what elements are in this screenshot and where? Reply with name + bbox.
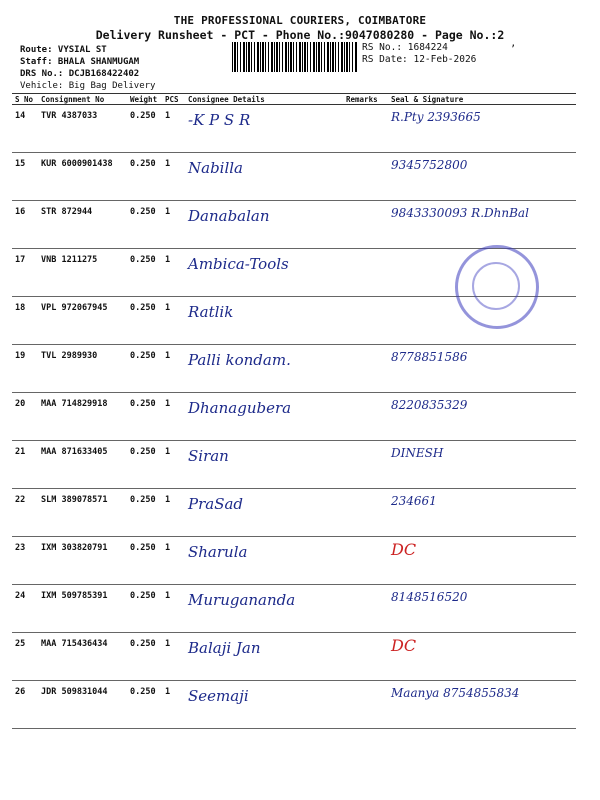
row-sno: 16: [12, 201, 38, 249]
row-remarks: [343, 441, 388, 489]
runsheet-subtitle: Delivery Runsheet - PCT - Phone No.:9047080280 - Page No.:2: [95, 28, 505, 42]
row-pcs: 1: [162, 153, 185, 201]
row-sno: 15: [12, 153, 38, 201]
row-consignee: Siran: [185, 441, 343, 489]
row-signature: R.Pty 2393665: [388, 105, 576, 153]
row-signature: 9345752800: [388, 153, 576, 201]
row-consignee: Ambica-Tools: [185, 249, 343, 297]
row-consignee: Ratlik: [185, 297, 343, 345]
seal-stamp-inner: [472, 262, 520, 310]
row-weight: 0.250: [127, 489, 162, 537]
row-pcs: 1: [162, 249, 185, 297]
row-remarks: [343, 249, 388, 297]
row-consignee: Seemaji: [185, 681, 343, 729]
row-weight: 0.250: [127, 153, 162, 201]
drs-label: DRS No.: DCJB168422402: [20, 69, 140, 79]
row-weight: 0.250: [127, 393, 162, 441]
col-signature: Seal & Signature: [388, 94, 576, 105]
table-row: [12, 537, 576, 585]
row-remarks: [343, 633, 388, 681]
row-sno: 20: [12, 393, 38, 441]
col-consignee: Consignee Details: [185, 94, 343, 105]
row-consignment-no: TVR 4387033: [38, 105, 127, 153]
rs-date: RS Date: 12-Feb-2026: [362, 54, 477, 65]
row-sno: 23: [12, 537, 38, 585]
row-consignee: Sharula: [185, 537, 343, 585]
row-pcs: 1: [162, 537, 185, 585]
row-signature: 234661: [388, 489, 576, 537]
row-signature: 9843330093 R.DhnBal: [388, 201, 576, 249]
row-remarks: [343, 345, 388, 393]
row-sno: 14: [12, 105, 38, 153]
row-remarks: [343, 297, 388, 345]
table-row: [12, 153, 576, 201]
staff-label: Staff: BHALA SHANMUGAM: [20, 57, 140, 67]
tick-mark: ’: [510, 44, 517, 55]
row-weight: 0.250: [127, 345, 162, 393]
vehicle-label: Vehicle: Big Bag Delivery: [20, 81, 156, 91]
row-signature: DC: [388, 537, 576, 585]
table-row: [12, 105, 576, 153]
row-weight: 0.250: [127, 201, 162, 249]
row-consignment-no: SLM 389078571: [38, 489, 127, 537]
row-pcs: 1: [162, 441, 185, 489]
route-label: Route: VYSIAL ST: [20, 45, 107, 55]
row-pcs: 1: [162, 681, 185, 729]
row-weight: 0.250: [127, 105, 162, 153]
table-row: [12, 441, 576, 489]
row-weight: 0.250: [127, 297, 162, 345]
row-consignment-no: KUR 6000901438: [38, 153, 127, 201]
row-remarks: [343, 489, 388, 537]
row-sno: 24: [12, 585, 38, 633]
row-pcs: 1: [162, 105, 185, 153]
row-weight: 0.250: [127, 537, 162, 585]
row-weight: 0.250: [127, 633, 162, 681]
row-consignee: Balaji Jan: [185, 633, 343, 681]
table-row: [12, 345, 576, 393]
row-remarks: [343, 393, 388, 441]
row-consignee: Danabalan: [185, 201, 343, 249]
row-sno: 21: [12, 441, 38, 489]
row-pcs: 1: [162, 489, 185, 537]
row-consignment-no: JDR 509831044: [38, 681, 127, 729]
row-signature: 8148516520: [388, 585, 576, 633]
row-consignment-no: MAA 714829918: [38, 393, 127, 441]
row-consignee: -K P S R: [185, 105, 343, 153]
row-consignment-no: STR 872944: [38, 201, 127, 249]
row-weight: 0.250: [127, 249, 162, 297]
row-consignee: Dhanagubera: [185, 393, 343, 441]
table-row: [12, 201, 576, 249]
table-header-row: [12, 94, 576, 105]
barcode: [232, 42, 358, 72]
row-consignment-no: MAA 715436434: [38, 633, 127, 681]
col-pcs: PCS: [162, 94, 185, 105]
row-consignment-no: IXM 509785391: [38, 585, 127, 633]
row-consignment-no: VPL 972067945: [38, 297, 127, 345]
row-pcs: 1: [162, 297, 185, 345]
row-signature: DINESH: [388, 441, 576, 489]
row-weight: 0.250: [127, 441, 162, 489]
row-signature: Maanya 8754855834: [388, 681, 576, 729]
row-sno: 25: [12, 633, 38, 681]
row-sno: 26: [12, 681, 38, 729]
row-remarks: [343, 153, 388, 201]
row-pcs: 1: [162, 633, 185, 681]
row-sno: 19: [12, 345, 38, 393]
row-pcs: 1: [162, 201, 185, 249]
row-remarks: [343, 105, 388, 153]
runsheet-table: [12, 93, 576, 729]
row-consignment-no: MAA 871633405: [38, 441, 127, 489]
row-consignment-no: IXM 303820791: [38, 537, 127, 585]
row-remarks: [343, 585, 388, 633]
row-weight: 0.250: [127, 585, 162, 633]
row-pcs: 1: [162, 585, 185, 633]
row-remarks: [343, 681, 388, 729]
col-weight: Weight: [127, 94, 162, 105]
company-title: THE PROFESSIONAL COURIERS, COIMBATORE: [173, 14, 427, 27]
row-consignment-no: VNB 1211275: [38, 249, 127, 297]
row-sno: 18: [12, 297, 38, 345]
row-signature: DC: [388, 633, 576, 681]
table-row: [12, 585, 576, 633]
col-consignment: Consignment No: [38, 94, 127, 105]
row-signature: 8220835329: [388, 393, 576, 441]
col-remarks: Remarks: [343, 94, 388, 105]
row-consignment-no: TVL 2989930: [38, 345, 127, 393]
row-sno: 17: [12, 249, 38, 297]
row-remarks: [343, 201, 388, 249]
rs-number: RS No.: 1684224: [362, 42, 448, 53]
table-row: [12, 681, 576, 729]
row-weight: 0.250: [127, 681, 162, 729]
col-sno: S No: [12, 94, 38, 105]
row-consignee: Nabilla: [185, 153, 343, 201]
row-sno: 22: [12, 489, 38, 537]
row-pcs: 1: [162, 393, 185, 441]
table-row: [12, 393, 576, 441]
row-remarks: [343, 537, 388, 585]
row-consignee: PraSad: [185, 489, 343, 537]
table-row: [12, 489, 576, 537]
row-signature: 8778851586: [388, 345, 576, 393]
row-consignee: Murugananda: [185, 585, 343, 633]
table-row: [12, 633, 576, 681]
row-consignee: Palli kondam.: [185, 345, 343, 393]
row-pcs: 1: [162, 345, 185, 393]
